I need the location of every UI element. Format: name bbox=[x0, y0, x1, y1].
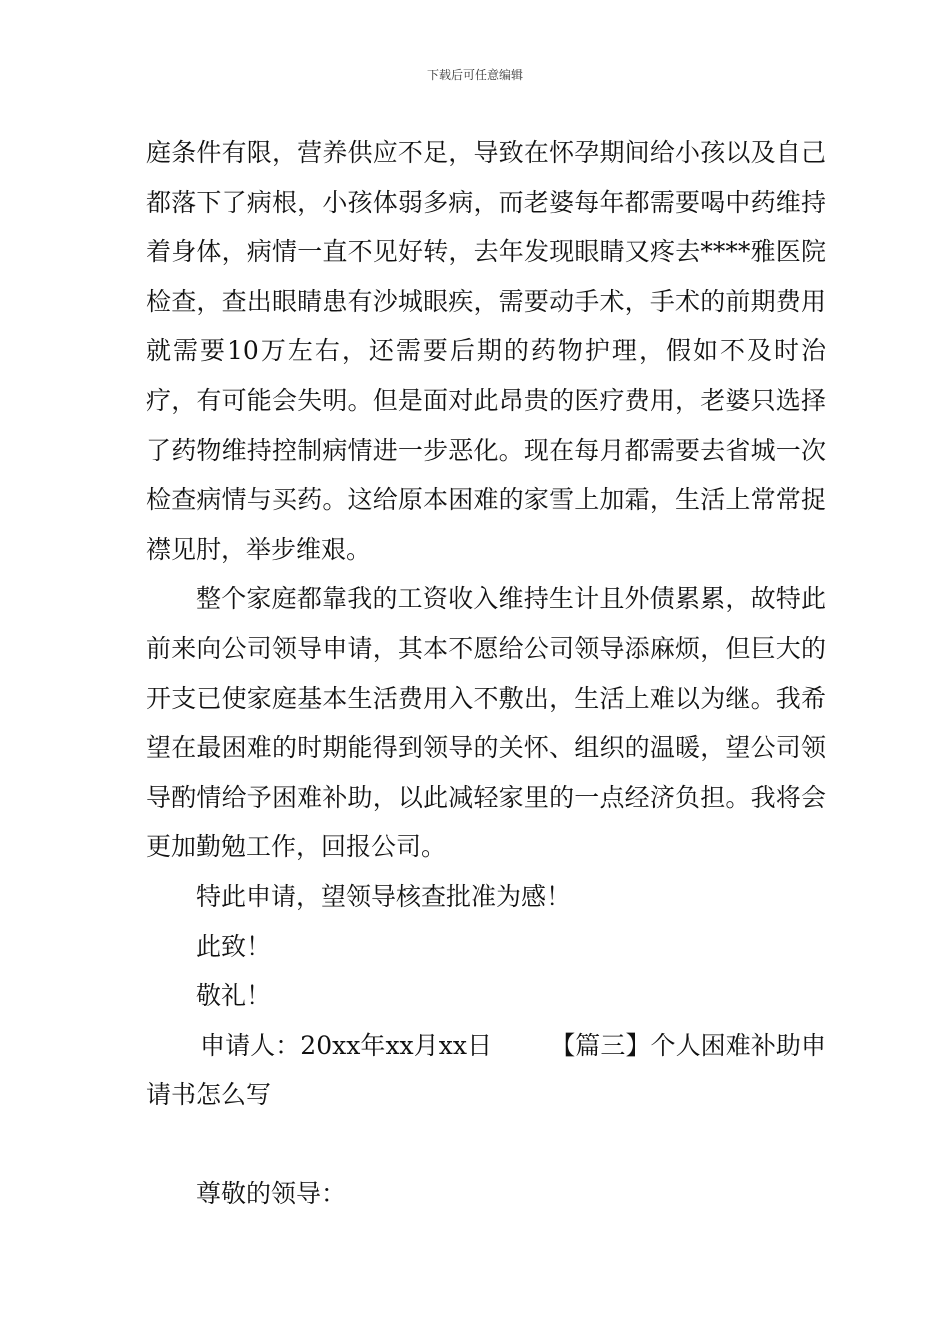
page-header: 下载后可任意编辑 bbox=[426, 68, 523, 82]
blank-line bbox=[146, 1120, 826, 1170]
signature-line bbox=[146, 1021, 826, 1120]
closing-regards-1: 此致！ bbox=[196, 931, 272, 961]
paragraph-request: 整个家庭都靠我的工资收入维持生计且外债累累，故特此前来向公司领导申请，其本不愿给公司领导添麻烦，但巨大的开支已使家庭基本生活费用入不敷出，生活上难以为继。我希望在最困难的时期能得到领导的关怀、组织的温暖，望公司领导酌情给予困难补助，以此减轻家里的一点经济负担。我将会更加勤勉工作，回报公司。 bbox=[146, 584, 826, 862]
closing-regards-2: 敬礼！ bbox=[196, 981, 272, 1011]
document-body bbox=[146, 128, 826, 1219]
closing-request: 特此申请，望领导核查批准为感！ bbox=[196, 881, 572, 911]
signature: 申请人：20xx年xx月xx日 bbox=[200, 1030, 493, 1060]
next-section-title: 【篇三】个人困难补助申请书怎么写 bbox=[146, 1030, 826, 1110]
paragraph-family-hardship: 庭条件有限，营养供应不足，导致在怀孕期间给小孩以及自己都落下了病根，小孩体弱多病，而老婆每年都需要喝中药维持着身体，病情一直不见好转，去年发现眼睛又疼去****雅医院检查，查出眼睛患有沙城眼疾，需要动手术，手术的前期费用就需要10万左右，还需要后期的药物护理，假如不及时治疗，有可能会失明。但是面对此昂贵的医疗费用，老婆只选择了药物维持控制病情进一步恶化。现在每月都需要去省城一次检查病情与买药。这给原本困难的家雪上加霜，生活上常常捉襟见肘，举步维艰。 bbox=[146, 138, 826, 564]
salutation: 尊敬的领导： bbox=[196, 1179, 347, 1209]
